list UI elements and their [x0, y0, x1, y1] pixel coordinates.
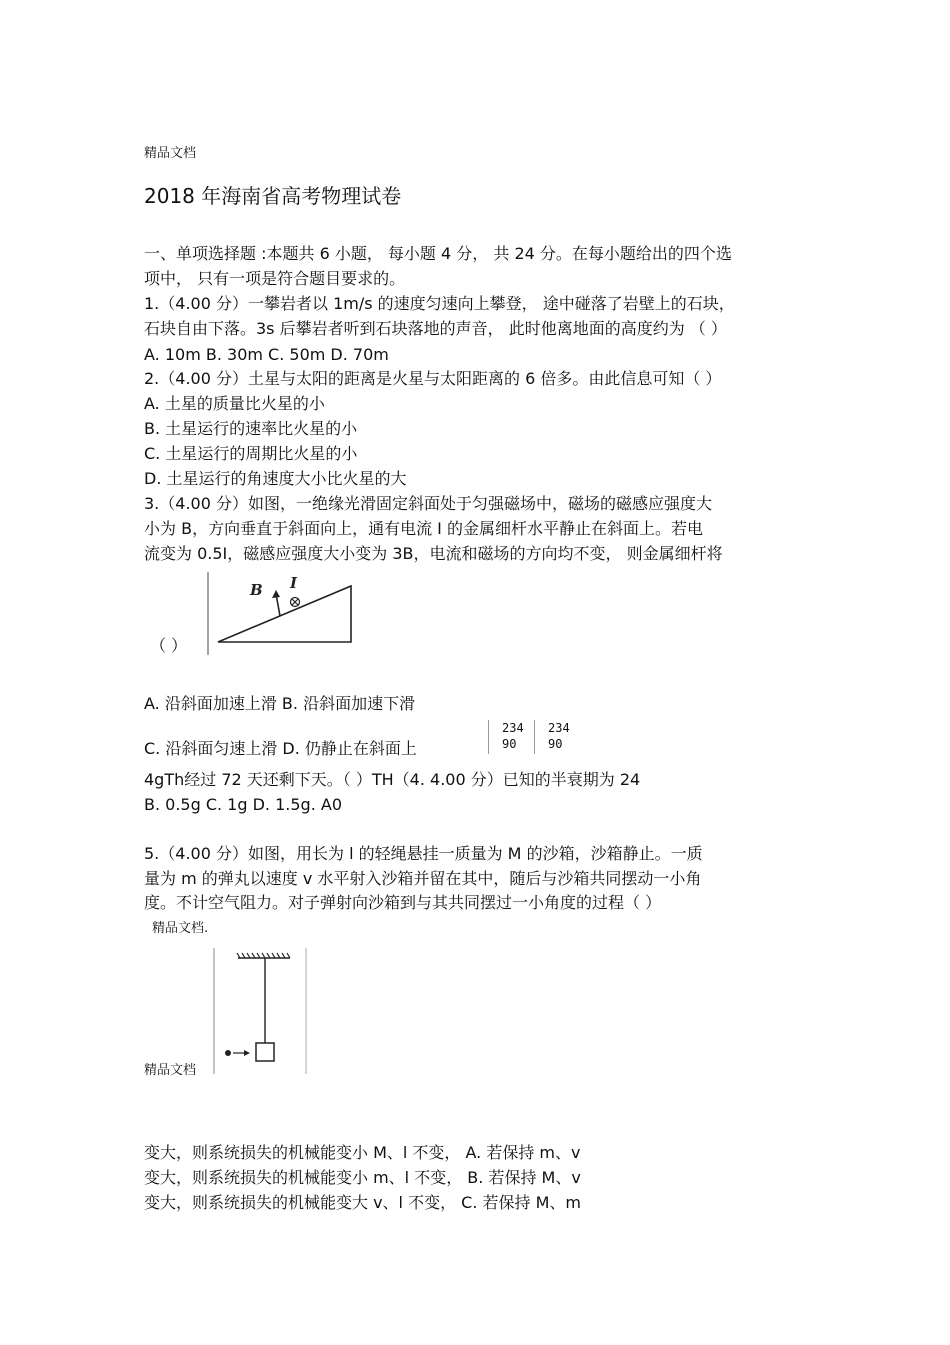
- q2-option-a: A. 土星的质量比火星的小: [144, 394, 325, 413]
- q5-stem-line-3: 度。不计空气阻力。对子弹射向沙箱到与其共同摆过一小角度的过程（ ）: [144, 893, 662, 912]
- q2-option-b: B. 土星运行的速率比火星的小: [144, 419, 358, 438]
- incline-triangle: [218, 586, 351, 642]
- nuclide-1-mass-number: 234: [502, 721, 524, 735]
- incline-figure: [206, 570, 356, 657]
- q3-answer-paren: （ ）: [150, 636, 188, 655]
- section-intro-line-1: 一、单项选择题 :本题共 6 小题， 每小题 4 分， 共 24 分。在每小题给出的四个选: [144, 244, 732, 263]
- sandbox: [256, 1043, 274, 1061]
- nuclide-2-mass-number: 234: [548, 721, 570, 735]
- q1-stem-line-2: 石块自由下落。3s 后攀岩者听到石块落地的声音， 此时他离地面的高度约为 （ ）: [144, 319, 727, 338]
- q3-options-cd: C. 沿斜面匀速上滑 D. 仍静止在斜面上: [144, 739, 417, 758]
- q3-stem-line-1: 3.（4.00 分）如图，一绝缘光滑固定斜面处于匀强磁场中，磁场的磁感应强度大: [144, 494, 712, 513]
- q5-watermark-side: 精品文档: [144, 1063, 197, 1078]
- q3-stem-line-3: 流变为 0.5I，磁感应强度大小变为 3B，电流和磁场的方向均不变， 则金属细杆将: [144, 544, 723, 563]
- nuclide-1-atomic-number: 90: [502, 737, 517, 751]
- q5-option-line-2: 变大，则系统损失的机械能变小 m、l 不变， B. 若保持 M、v: [144, 1168, 581, 1187]
- current-into-page-icon: [291, 598, 300, 607]
- page-title: 2018 年海南省高考物理试卷: [144, 184, 402, 208]
- q2-option-c: C. 土星运行的周期比火星的小: [144, 444, 358, 463]
- q4-line-2: B. 0.5g C. 1g D. 1.5g. A0: [144, 795, 342, 814]
- q2-option-d: D. 土星运行的角速度大小比火星的大: [144, 469, 407, 488]
- header-watermark: 精品文档: [144, 146, 197, 161]
- velocity-arrow-head: [244, 1050, 250, 1056]
- nuclide-box-1-border: [488, 720, 489, 754]
- label-i: I: [290, 574, 298, 592]
- q5-stem-line-2: 量为 m 的弹丸以速度 v 水平射入沙箱并留在其中，随后与沙箱共同摆动一小角: [144, 869, 702, 888]
- nuclide-box-1: [488, 720, 528, 754]
- q5-stem-line-1: 5.（4.00 分）如图，用长为 l 的轻绳悬挂一质量为 M 的沙箱，沙箱静止。一质: [144, 844, 703, 863]
- pendulum-figure: [212, 946, 308, 1076]
- q2-stem: 2.（4.00 分）土星与太阳的距离是火星与太阳距离的 6 倍多。由此信息可知（ ）: [144, 369, 722, 388]
- nuclide-box-2-border: [534, 720, 535, 754]
- bullet: [225, 1050, 231, 1056]
- q5-watermark-small: 精品文档.: [152, 921, 209, 936]
- q4-line-1: 4gTh经过 72 天还剩下天。（ ）TH（4. 4.00 分）已知的半衰期为 24: [144, 770, 641, 789]
- q5-option-line-1: 变大，则系统损失的机械能变小 M、l 不变， A. 若保持 m、v: [144, 1143, 581, 1162]
- q1-stem-line-1: 1.（4.00 分）一攀岩者以 1m/s 的速度匀速向上攀登， 途中碰落了岩壁上的石块，: [144, 294, 735, 313]
- q3-stem-line-2: 小为 B，方向垂直于斜面向上，通有电流 I 的金属细杆水平静止在斜面上。若电: [144, 519, 703, 538]
- section-intro-line-2: 项中， 只有一项是符合题目要求的。: [144, 269, 406, 288]
- q1-options: A. 10m B. 30m C. 50m D. 70m: [144, 345, 389, 364]
- field-arrow-head: [272, 590, 280, 598]
- q3-options-ab: A. 沿斜面加速上滑 B. 沿斜面加速下滑: [144, 694, 416, 713]
- label-b: B: [250, 581, 263, 599]
- nuclide-2-atomic-number: 90: [548, 737, 563, 751]
- nuclide-box-2: [534, 720, 574, 754]
- q5-option-line-3: 变大，则系统损失的机械能变大 v、l 不变， C. 若保持 M、m: [144, 1193, 581, 1212]
